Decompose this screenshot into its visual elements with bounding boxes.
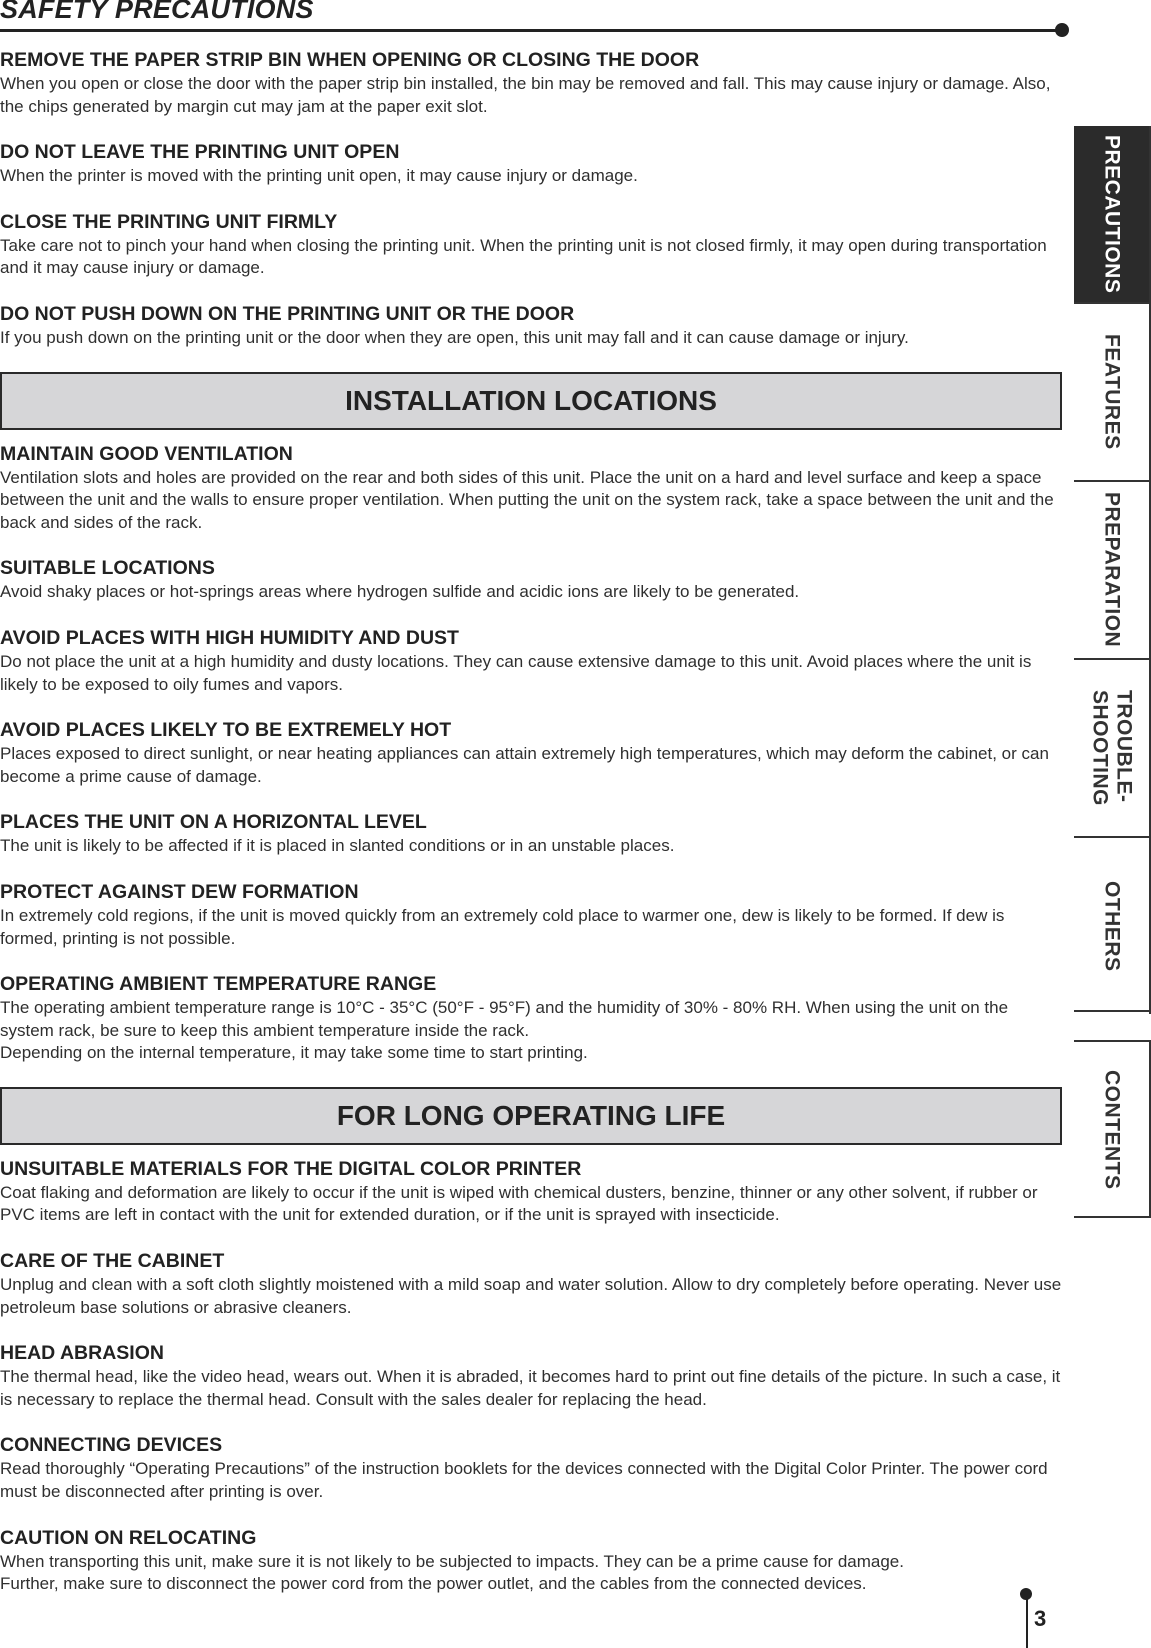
item-heading: SUITABLE LOCATIONS: [0, 557, 215, 580]
item-heading: DO NOT LEAVE THE PRINTING UNIT OPEN: [0, 141, 400, 164]
safety-section: [0, 48, 1062, 350]
page-number: 3: [1034, 1606, 1047, 1631]
installation-item: [0, 718, 1062, 788]
item-body-extra: Depending on the internal temperature, it may take some time to start printing.: [0, 1043, 588, 1063]
long-life-item: [0, 1341, 1062, 1411]
long-life-item: [0, 1157, 1062, 1227]
tab-features[interactable]: [1074, 304, 1151, 480]
item-body: When transporting this unit, make sure it is not likely to be subjected to impacts. They can be a prime cause for damage.: [0, 1551, 904, 1571]
item-heading: CONNECTING DEVICES: [0, 1434, 223, 1457]
item-body: Take care not to pinch your hand when closing the printing unit. When the printing unit is not closed firmly, it may open during transportation and it may cause injury or damage.: [0, 235, 1047, 278]
item-body: Places exposed to direct sunlight, or near heating appliances can attain extremely high temperatures, which may deform the cabinet, or can become a prime cause of damage.: [0, 744, 1049, 786]
main-content: [0, 48, 1062, 1618]
installation-item: [0, 972, 1062, 1065]
installation-item: [0, 626, 1062, 696]
tab-label: CONTENTS: [1100, 1070, 1124, 1190]
long-operating-life-banner: FOR LONG OPERATING LIFE: [0, 1087, 1062, 1145]
item-body: In extremely cold regions, if the unit is moved quickly from an extremely cold place to warmer one, dew is likely to be formed. If dew is formed, printing is not possible.: [0, 905, 1005, 948]
installation-item: [0, 880, 1062, 950]
tab-precautions[interactable]: [1074, 126, 1151, 302]
item-body: Read thoroughly “Operating Precautions” of the instruction booklets for the devices connected with the Digital Color Printer. The power cord must be disconnected after printing is over.: [0, 1459, 1048, 1502]
item-body: Avoid shaky places or hot-springs areas where hydrogen sulfide and acidic ions are likely to be generated.: [0, 582, 800, 602]
item-body: Do not place the unit at a high humidity and dusty locations. They can cause extensive damage to this unit. Avoid places where the unit is likely to be exposed to oily fumes and vapors.: [0, 651, 1032, 694]
installation-item: [0, 810, 1062, 858]
installation-section: [0, 442, 1062, 1065]
tab-others[interactable]: [1074, 838, 1151, 1014]
item-body: Coat flaking and deformation are likely to occur if the unit is wiped with chemical dusters, benzine, thinner or any other solvent, if rubber or PVC items are left in contact with the unit for extended duration, or if the unit is sprayed with insecticide.: [0, 1182, 1038, 1225]
item-body: Unplug and clean with a soft cloth slightly moistened with a mild soap and water solution. Allow to dry completely before operating. Never use petroleum base solutions or abrasive cleaners.: [0, 1275, 1062, 1317]
precaution-item: [0, 302, 1062, 350]
installation-locations-banner: INSTALLATION LOCATIONS: [0, 372, 1062, 430]
item-body: When the printer is moved with the printing unit open, it may cause injury or damage.: [0, 166, 638, 186]
long-life-item: [0, 1433, 1062, 1503]
item-heading: MAINTAIN GOOD VENTILATION: [0, 442, 293, 465]
page-number-rule: [1026, 1590, 1028, 1648]
item-body: When you open or close the door with the paper strip bin installed, the bin may be removed and fall. This may cause injury or damage. Also, the chips generated by margin cut may jam at the paper exit slot.: [0, 74, 1051, 116]
item-heading: AVOID PLACES LIKELY TO BE EXTREMELY HOT: [0, 719, 452, 742]
item-heading: HEAD ABRASION: [0, 1342, 164, 1365]
precaution-item: [0, 210, 1062, 280]
item-heading: OPERATING AMBIENT TEMPERATURE RANGE: [0, 973, 437, 996]
item-body-extra: Further, make sure to disconnect the power cord from the power outlet, and the cables from the connected devices.: [0, 1574, 867, 1594]
tab-label: OTHERS: [1100, 880, 1124, 972]
tab-divider: [1074, 1216, 1151, 1218]
tab-divider: [1074, 1010, 1151, 1012]
title-rule-dot: [1055, 23, 1069, 37]
item-heading: UNSUITABLE MATERIALS FOR THE DIGITAL COLOR PRINTER: [0, 1157, 582, 1180]
item-heading: DO NOT PUSH DOWN ON THE PRINTING UNIT OR THE DOOR: [0, 302, 575, 325]
long-life-section: [0, 1157, 1062, 1596]
item-heading: REMOVE THE PAPER STRIP BIN WHEN OPENING OR CLOSING THE DOOR: [0, 49, 700, 71]
precaution-item: [0, 140, 1062, 188]
title-rule: [0, 29, 1058, 32]
item-heading: CARE OF THE CABINET: [0, 1250, 225, 1273]
page-title: SAFETY PRECAUTIONS: [0, 0, 314, 24]
item-heading: AVOID PLACES WITH HIGH HUMIDITY AND DUST: [0, 626, 459, 649]
item-body: The thermal head, like the video head, wears out. When it is abraded, it becomes hard to print out fine details of the picture. In such a case, it is necessary to replace the thermal head. Consult with the sales dealer for replacing the head.: [0, 1367, 1061, 1409]
item-heading: CAUTION ON RELOCATING: [0, 1526, 257, 1549]
tab-label: TROUBLE- SHOOTING: [1088, 689, 1136, 806]
installation-item: [0, 556, 1062, 604]
item-body: The operating ambient temperature range is 10°C - 35°C (50°F - 95°F) and the humidity of 30% - 80% RH. When using the unit on the system rack, be sure to keep this ambient temperature inside the rack.: [0, 998, 1009, 1040]
item-heading: PROTECT AGAINST DEW FORMATION: [0, 880, 359, 903]
item-body: Ventilation slots and holes are provided on the rear and both sides of this unit. Place the unit on a hard and level surface and keep a space between the unit and the walls to ensure proper ventilation. When putting the unit on the system rack, take a space between the unit and the back and sides of the rack.: [0, 467, 1054, 532]
long-life-item: [0, 1249, 1062, 1319]
item-heading: PLACES THE UNIT ON A HORIZONTAL LEVEL: [0, 811, 427, 834]
item-heading: CLOSE THE PRINTING UNIT FIRMLY: [0, 210, 338, 233]
tab-label: FEATURES: [1100, 334, 1124, 450]
installation-item: [0, 442, 1062, 535]
long-life-item: [0, 1526, 1062, 1596]
precaution-item: [0, 48, 1062, 118]
tab-contents[interactable]: [1074, 1042, 1151, 1218]
tab-troubleshooting[interactable]: [1074, 660, 1151, 836]
item-body: If you push down on the printing unit or the door when they are open, this unit may fall and it can cause damage or injury.: [0, 327, 909, 347]
tab-label: PRECAUTIONS: [1100, 134, 1124, 294]
tab-preparation[interactable]: [1074, 482, 1151, 658]
item-body: The unit is likely to be affected if it is placed in slanted conditions or in an unstable places.: [0, 836, 675, 856]
tab-label: PREPARATION: [1100, 492, 1124, 648]
